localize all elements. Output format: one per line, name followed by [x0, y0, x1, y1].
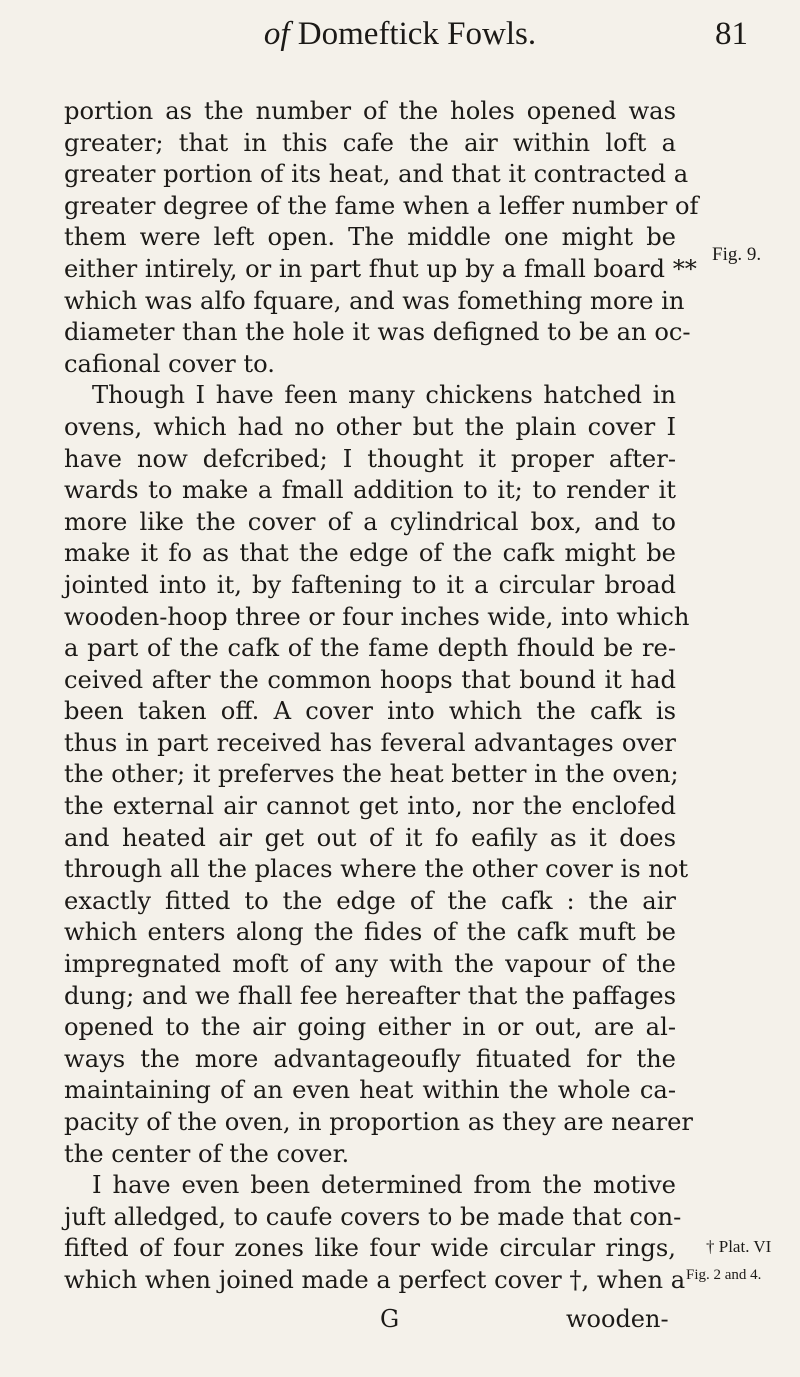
text-line: which was alfo fquare, and was fomething more in [64, 286, 685, 315]
text-line: them were left open. The middle one might be [64, 223, 676, 252]
text-line: a part of the cafk of the fame depth fhould be re- [64, 634, 676, 663]
text-line: opened to the air going either in or out, are al- [64, 1013, 676, 1042]
text-line: greater degree of the fame when a leffer number of [64, 191, 699, 220]
text-line: ovens, which had no other but the plain cover I [64, 412, 676, 441]
text-line: greater; that in this cafe the air within loft a [64, 128, 676, 157]
text-line: juft alledged, to caufe covers to be made that con- [64, 1202, 682, 1231]
running-title [60, 16, 740, 53]
text-line: greater portion of its heat, and that it contracted a [64, 160, 689, 189]
text-line: cafional cover to. [64, 349, 275, 378]
text-line: wooden-hoop three or four inches wide, into which [64, 602, 690, 631]
text-line: wards to make a fmall addition to it; to render it [64, 476, 676, 505]
text-line: the external air cannot get into, nor the enclofed [64, 792, 676, 821]
text-line: portion as the number of the holes opened was [64, 97, 676, 125]
text-line: the other; it preferves the heat better in the oven; [64, 760, 679, 789]
text-line: thus in part received has feveral advantages over [64, 728, 676, 757]
text-line: dung; and we fhall fee hereafter that the paffages [64, 981, 676, 1010]
page-number: 81 [715, 16, 748, 52]
text-line: have now defcribed; I thought it proper after- [64, 444, 676, 473]
text-line: the center of the cover. [64, 1139, 350, 1168]
body-text [64, 96, 699, 1297]
text-line: which enters along the fides of the cafk muft be [64, 918, 676, 947]
running-title-prefix: of [263, 16, 290, 52]
text-line: maintaining of an even heat within the whole ca- [64, 1076, 676, 1105]
text-line: exactly fitted to the edge of the cafk : the air [64, 886, 676, 915]
text-line: either intirely, or in part fhut up by a fmall board ** [64, 254, 697, 283]
text-line: Though I have feen many chickens hatched in [92, 381, 676, 410]
text-line: diameter than the hole it was defigned to be an oc- [64, 318, 691, 347]
text-line: and heated air get out of it fo eafily as it does [64, 823, 676, 852]
running-title-text: Domeftick Fowls. [289, 16, 537, 52]
catchword: wooden- [566, 1305, 669, 1333]
text-line: jointed into it, by faftening to it a circular broad [64, 570, 676, 599]
text-line: which when joined made a perfect cover †, when a [64, 1265, 686, 1294]
text-line: I have even been determined from the motive [92, 1171, 676, 1200]
text-line: fifted of four zones like four wide circular rings, [64, 1234, 676, 1263]
text-line: been taken off. A cover into which the cafk is [64, 697, 676, 726]
margin-note-fig9: Fig. 9. [712, 244, 762, 265]
margin-note-plate: † Plat. VI [706, 1237, 772, 1256]
margin-note-fig2: Fig. 2 and 4. [686, 1267, 762, 1283]
text-line: ways the more advantageoufly fituated for the [64, 1044, 676, 1073]
text-line: more like the cover of a cylindrical box, and to [64, 507, 676, 536]
text-line: impregnated moft of any with the vapour of the [64, 950, 676, 979]
text-line: pacity of the oven, in proportion as they are nearer [64, 1108, 693, 1136]
text-line: make it fo as that the edge of the cafk might be [64, 539, 676, 568]
text-line: through all the places where the other cover is not [64, 855, 689, 884]
text-line: ceived after the common hoops that bound it had [64, 665, 676, 694]
page-header [60, 12, 748, 62]
signature-mark: G [380, 1305, 400, 1333]
